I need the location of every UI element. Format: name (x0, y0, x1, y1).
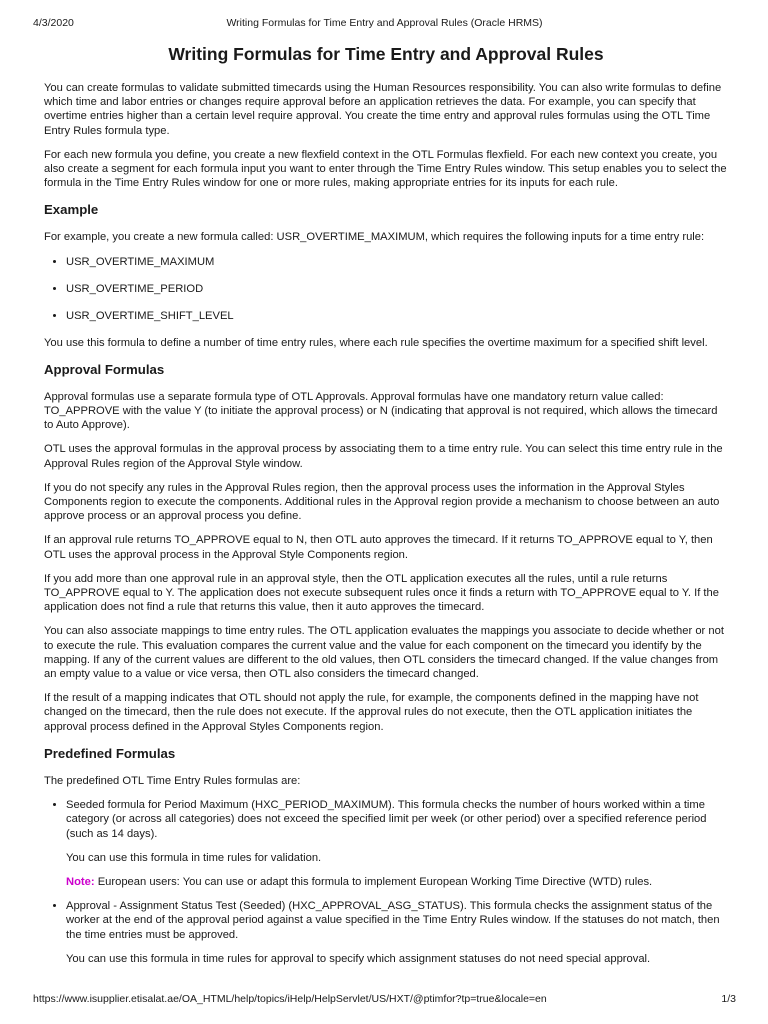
example-paragraph-2: You use this formula to define a number of time entry rules, where each rule specifies the overtime maximum for a specified shift level. (44, 336, 708, 349)
intro-paragraph-2: For each new formula you define, you create a new flexfield context in the OTL Formulas flexfield. For each new context you create, you also create a segment for each formula input you want to enter through the Time Entry Rules window. This setup enables you to select the formula in the Time Entry Rules window for one or more rules, making appropriate entries for its inputs for each rule. (44, 148, 727, 190)
approval-paragraph-7: If the result of a mapping indicates that OTL should not apply the rule, for example, the components defined in the mapping have not changed on the timecard, then the rule does not execute. If the approval rules do not execute, then the OTL application initiates the approval process defined in the Approval Styles Components region. (44, 692, 699, 733)
example-heading: Example (44, 202, 99, 218)
list-item (66, 798, 728, 889)
page-number: 1/3 (721, 993, 736, 1005)
approval-formulas-heading: Approval Formulas (44, 361, 165, 377)
document-title: Writing Formulas for Time Entry and Approval Rules (168, 44, 604, 64)
predefined-formula-list (44, 798, 728, 966)
intro-paragraph-1: You can create formulas to validate submitted timecards using the Human Resources responsibility. You can also write formulas to define which time and labor entries or changes require approval before an application retrieves the data. For example, you can specify that overtime entries higher than a certain level require approval. You create the time entry and approval rules formulas using the OTL Time Entry Rules formula type. (44, 82, 722, 137)
list-item (66, 899, 728, 966)
period-maximum-usage: You can use this formula in time rules for validation. (66, 851, 322, 864)
predefined-formulas-heading: Predefined Formulas (44, 745, 176, 761)
approval-paragraph-3: If you do not specify any rules in the Approval Rules region, then the approval process uses the information in the Approval Styles Components region to execute the components. Additional rules in the Approval region provide a mechanism to choose between an auto approve process or an approval process you define. (44, 481, 720, 523)
assignment-status-usage: You can use this formula in time rules for approval to specify which assignment statuses do not need special approval. (66, 952, 651, 965)
print-header (33, 17, 736, 31)
approval-paragraph-5: If you add more than one approval rule in an approval style, then the OTL application executes all the rules, until a rule returns TO_APPROVE equal to Y. The application does not execute subsequent rules once it finds a return with TO_APPROVE equal to Y. If the application does not find a rule that returns this value, then it auto approves the timecard. (44, 572, 719, 614)
example-paragraph-1: For example, you create a new formula called: USR_OVERTIME_MAXIMUM, which requires the following inputs for a time entry rule: (44, 231, 705, 244)
print-date: 4/3/2020 (33, 17, 74, 29)
assignment-status-description: • Approval - Assignment Status Test (Seeded) (HXC_APPROVAL_ASG_STATUS). This formula checks the assignment status of the worker at the end of the approval period against a value specified in the Time Entry Rules window. If the statuses do not match, then the time entries must be approved. (66, 900, 720, 941)
approval-paragraph-1: Approval formulas use a separate formula type of OTL Approvals. Approval formulas have one mandatory return value called: TO_APPROVE with the value Y (to initiate the approval process) or N (indicating that approval is not required, which allows the timecard to Auto Approve). (44, 390, 718, 432)
predefined-paragraph-1: The predefined OTL Time Entry Rules formulas are: (44, 774, 301, 787)
list-item: • USR_OVERTIME_MAXIMUM (66, 255, 728, 269)
list-item: • USR_OVERTIME_PERIOD (66, 282, 728, 296)
list-item: • USR_OVERTIME_SHIFT_LEVEL (66, 309, 728, 323)
approval-paragraph-2: OTL uses the approval formulas in the approval process by associating them to a time entry rule. You can select this time entry rule in the Approval Rules region of the Approval Style window. (44, 443, 723, 470)
print-page-title: Writing Formulas for Time Entry and Approval Rules (Oracle HRMS) (226, 17, 543, 29)
document-body (44, 40, 728, 976)
note-text: European users: You can use or adapt this formula to implement European Working Time Directive (WTD) rules. (94, 875, 653, 888)
period-maximum-note (66, 875, 728, 889)
approval-paragraph-6: You can also associate mappings to time entry rules. The OTL application evaluates the mappings you associate to decide whether or not to execute the rule. This evaluation compares the current value and the value for each component on the timecard you identify by the mapping. If any of the current values are different to the old values, then OTL considers the timecard changed. If the value changes from an empty value to a value or vice versa, then OTL also considers the timecard changed. (44, 625, 724, 681)
period-maximum-description: • Seeded formula for Period Maximum (HXC_PERIOD_MAXIMUM). This formula checks the number of hours worked within a time category (or across all categories) does not exceed the specified limit per week (or other period) over a specified reference period (such as 14 days). (66, 799, 707, 840)
print-url: https://www.isupplier.etisalat.ae/OA_HTML/help/topics/iHelp/HelpServlet/US/HXT/@ptimfor?tp=true&locale=en (33, 993, 547, 1005)
note-label: Note: (66, 875, 95, 888)
approval-paragraph-4: If an approval rule returns TO_APPROVE equal to N, then OTL auto approves the timecard. If it returns TO_APPROVE equal to Y, then OTL uses the approval process in the Approval Style Components region. (44, 534, 713, 561)
example-input-list (44, 255, 728, 323)
